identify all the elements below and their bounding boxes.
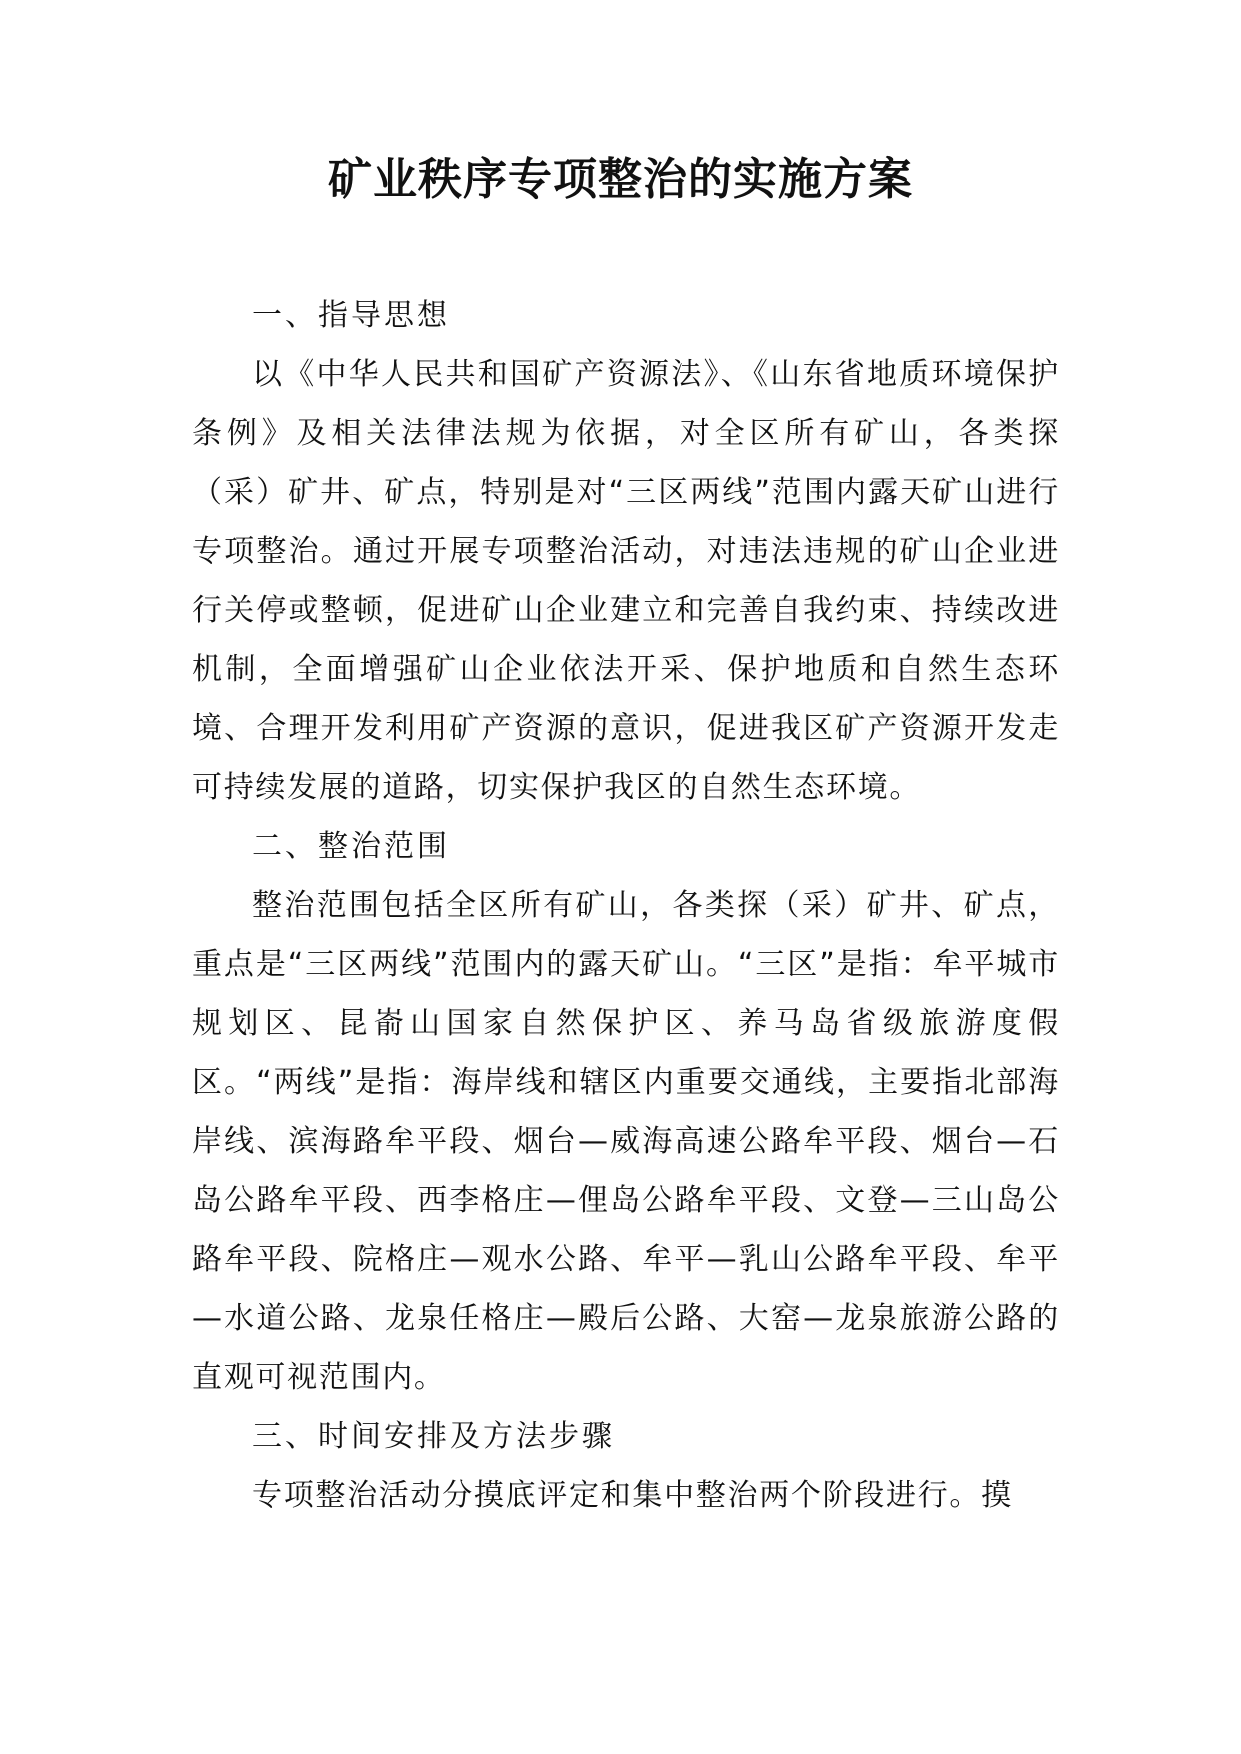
section-paragraph: 整治范围包括全区所有矿山，各类探（采）矿井、矿点，重点是“三区两线”范围内的露天矿山。“三区”是指：牟平城市规划区、昆嵛山国家自然保护区、养马岛省级旅游度假区。“两线”是指：海岸线和辖区内重要交通线，主要指北部海岸线、滨海路牟平段、烟台—威海高速公路牟平段、烟台—石岛公路牟平段、西李格庄—俚岛公路牟平段、文登—三山岛公路牟平段、院格庄—观水公路、牟平—乳山公路牟平段、牟平—水道公路、龙泉任格庄—殿后公路、大窑—龙泉旅游公路的直观可视范围内。 bbox=[192, 888, 1060, 1395]
document-body bbox=[192, 286, 1060, 1525]
section-paragraph: 专项整治活动分摸底评定和集中整治两个阶段进行。摸 bbox=[252, 1478, 1013, 1513]
section-heading: 二、整治范围 bbox=[252, 829, 450, 864]
section-heading: 一、指导思想 bbox=[252, 298, 450, 333]
section-heading: 三、时间安排及方法步骤 bbox=[252, 1419, 615, 1454]
section-scope bbox=[192, 817, 1060, 1407]
document-title: 矿业秩序专项整治的实施方案 bbox=[328, 154, 913, 205]
section-paragraph: 以《中华人民共和国矿产资源法》、《山东省地质环境保护条例》及相关法律法规为依据，对全区所有矿山，各类探（采）矿井、矿点，特别是对“三区两线”范围内露天矿山进行专项整治。通过开展专项整治活动，对违法违规的矿山企业进行关停或整顿，促进矿山企业建立和完善自我约束、持续改进机制，全面增强矿山企业依法开采、保护地质和自然生态环境、合理开发利用矿产资源的意识，促进我区矿产资源开发走可持续发展的道路，切实保护我区的自然生态环境。 bbox=[192, 357, 1060, 805]
section-guiding-ideology bbox=[192, 286, 1060, 817]
section-schedule bbox=[192, 1407, 1060, 1525]
